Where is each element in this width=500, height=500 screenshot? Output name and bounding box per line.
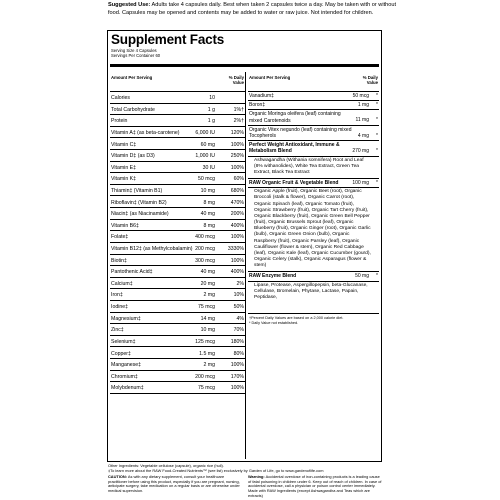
right-header-amount: Amount Per Serving bbox=[249, 75, 291, 80]
nutrient-name: Magnesium‡ bbox=[111, 315, 141, 322]
nutrient-amount: 2 mg bbox=[203, 362, 215, 369]
servings-per-container: Servings Per Container 60 bbox=[111, 53, 161, 59]
nutrient-dv: 180% bbox=[230, 338, 244, 345]
nutrient-dv: 170% bbox=[230, 373, 244, 380]
row-fruit-veg-blend bbox=[248, 179, 379, 188]
nutrient-amount: 60 mg bbox=[200, 141, 215, 148]
right-column bbox=[248, 72, 379, 459]
caution-block bbox=[108, 475, 243, 494]
nutrient-rows bbox=[110, 92, 245, 394]
nutrient-dv: 400% bbox=[230, 269, 244, 276]
nutrient-row bbox=[110, 359, 245, 371]
warning-block bbox=[248, 475, 383, 499]
nutrient-dv: 4% bbox=[236, 315, 244, 322]
nutrient-row bbox=[110, 382, 245, 394]
nutrient-dv: 100% bbox=[230, 164, 244, 171]
blend-amount: 50 mg bbox=[355, 273, 369, 280]
nutrient-dv: 10% bbox=[233, 292, 244, 299]
nutrient-name: Protein bbox=[111, 118, 128, 125]
nutrient-amount: 1 g bbox=[207, 118, 215, 125]
nutrient-dv: 2% bbox=[236, 280, 244, 287]
right-header-dv: % Daily Value bbox=[362, 75, 378, 86]
nutrient-row bbox=[110, 208, 245, 220]
nutrient-dv: 100% bbox=[230, 257, 244, 264]
nutrient-row bbox=[110, 278, 245, 290]
nutrient-row bbox=[110, 150, 245, 162]
left-header-dv: % Daily Value bbox=[228, 75, 244, 86]
nutrient-amount: 400 mcg bbox=[195, 234, 215, 241]
blend-name: Perfect Weight Antioxidant, Immune & Metabolism Blend bbox=[249, 142, 340, 155]
nutrient-name: Calories bbox=[111, 95, 131, 102]
suggested-use-text: Adults take 4 capsules daily. Best when taken 2 capsules twice a day. May be taken with or without food. Capsules may be opened and contents may be added to water or raw juice. Not intended for children. bbox=[108, 2, 397, 16]
nutrient-dv: * bbox=[376, 92, 378, 99]
nutrient-row bbox=[110, 371, 245, 383]
nutrient-name: Chromium‡ bbox=[111, 373, 138, 380]
nutrient-amount: 200 mcg bbox=[195, 246, 215, 253]
nutrient-row bbox=[110, 243, 245, 255]
nutrient-amount: 50 mcg bbox=[197, 176, 215, 183]
nutrient-amount: 1 g bbox=[207, 106, 215, 113]
nutrient-row bbox=[110, 162, 245, 174]
nutrient-amount: 11 mg bbox=[355, 117, 369, 124]
nutrient-name: Vitamin D‡ (as D3) bbox=[111, 153, 155, 160]
nutrient-name: Vitamin K‡ bbox=[111, 176, 136, 183]
nutrient-amount: 300 mcg bbox=[195, 257, 215, 264]
nutrient-row bbox=[110, 196, 245, 208]
nutrient-row bbox=[110, 255, 245, 267]
nutrient-name: Total Carbohydrate bbox=[111, 106, 155, 113]
nutrient-dv: 250% bbox=[230, 153, 244, 160]
nutrient-name: Vanadium‡ bbox=[249, 93, 274, 99]
nutrient-amount: 6,000 IU bbox=[195, 129, 215, 136]
nutrient-name: Niacin‡ (as Niacinamide) bbox=[111, 211, 169, 218]
caution-label: CAUTION: bbox=[108, 474, 128, 479]
serving-size: Serving Size 4 Capsules bbox=[111, 48, 157, 53]
nutrient-row bbox=[110, 138, 245, 150]
nutrient-amount: 8 mg bbox=[203, 199, 215, 206]
nutrient-amount: 14 mg bbox=[200, 315, 215, 322]
left-column bbox=[110, 72, 246, 459]
nutrient-name: Selenium‡ bbox=[111, 338, 136, 345]
nutrient-name: Riboflavin‡ (Vitamin B2) bbox=[111, 199, 167, 206]
nutrient-dv: * bbox=[376, 101, 378, 108]
nutrient-amount: 200 mcg bbox=[195, 373, 215, 380]
nutrient-amount: 8 mg bbox=[203, 222, 215, 229]
nutrient-name: Boron‡ bbox=[249, 102, 266, 109]
panel-title: Supplement Facts bbox=[111, 32, 225, 47]
nutrient-name: Vitamin B6‡ bbox=[111, 222, 139, 229]
nutrient-name: Molybdenum‡ bbox=[111, 385, 144, 392]
nutrient-name: Folate‡ bbox=[111, 234, 129, 241]
other-ingredients-block bbox=[108, 464, 408, 473]
nutrient-row bbox=[110, 313, 245, 325]
nutrient-amount: 10 mg bbox=[200, 327, 215, 334]
nutrient-row bbox=[110, 185, 245, 197]
left-header-amount: Amount Per Serving bbox=[111, 75, 153, 80]
nutrient-name: Vitamin C‡ bbox=[111, 141, 137, 148]
other-ingredients: Other Ingredients: Vegetable cellulose (capsule), organic rice (hull). bbox=[108, 463, 224, 468]
footnote-not-established: * Daily Value not established. bbox=[249, 320, 299, 325]
nutrient-amount: 50 mcg bbox=[352, 92, 369, 99]
nutrient-name: Organic Vitex negundo (leaf) containing mixed Tocopherols bbox=[249, 126, 352, 140]
nutrient-amount: 4 mg bbox=[357, 132, 369, 139]
caution-text: As with any dietary supplement, consult your healthcare practitioner before using this product, especially if you are pregnant, nursing, anticipate surgery, take medication on a regular basis or are otherwise under medical supervision. bbox=[108, 474, 240, 494]
nutrient-amount: 125 mcg bbox=[195, 338, 215, 345]
nutrient-row bbox=[110, 115, 245, 127]
nutrient-row bbox=[110, 127, 245, 139]
nutrient-name: Pantothenic Acid‡ bbox=[111, 269, 153, 276]
nutrient-dv: 200% bbox=[230, 211, 244, 218]
nutrient-dv: * bbox=[376, 132, 378, 139]
panel-footnotes bbox=[248, 313, 379, 328]
nutrient-dv: 60% bbox=[233, 176, 244, 183]
footnote-daily-values: †Percent Daily Values are based on a 2,000 calorie diet. bbox=[249, 316, 344, 320]
supplement-facts-panel bbox=[107, 30, 382, 462]
nutrient-dv: 100% bbox=[230, 141, 244, 148]
blend-name: RAW Enzyme Blend bbox=[249, 273, 297, 280]
row-vanadium bbox=[248, 92, 379, 101]
nutrient-dv: 100% bbox=[230, 385, 244, 392]
nutrient-dv: 120% bbox=[230, 129, 244, 136]
left-column-header bbox=[110, 72, 245, 92]
row-enzyme-blend bbox=[248, 272, 379, 281]
row-tocopherols bbox=[248, 126, 379, 141]
nutrient-amount: 1.5 mg bbox=[199, 350, 215, 357]
heavy-divider bbox=[110, 64, 379, 67]
blend-dv: * bbox=[376, 148, 378, 155]
made-with-note: Made with RAW Ingredients (except Ashwagandha and Teas which are extracts) bbox=[248, 488, 370, 498]
nutrient-row bbox=[110, 231, 245, 243]
nutrient-row bbox=[110, 324, 245, 336]
right-column-header bbox=[248, 72, 379, 92]
nutrient-row bbox=[110, 104, 245, 116]
nutrient-row bbox=[110, 266, 245, 278]
suggested-use bbox=[108, 2, 408, 17]
nutrient-name: Thiamin‡ (Vitamin B1) bbox=[111, 187, 163, 194]
serving-info bbox=[111, 48, 160, 59]
nutrient-dv: 80% bbox=[233, 350, 244, 357]
nutrient-dv: 400% bbox=[230, 222, 244, 229]
row-weight-blend bbox=[248, 141, 379, 156]
weight-blend-ingredients: Ashwagandha (Withania somnifera) Root and Leaf (8% withanolides), White Tea Extract, Green Tea Extract, Black Tea Extract bbox=[248, 157, 379, 179]
nutrient-dv: * bbox=[376, 117, 378, 124]
nutrient-name: Vitamin E‡ bbox=[111, 164, 136, 171]
nutrient-amount: 2 mg bbox=[203, 292, 215, 299]
nutrient-name: Vitamin A‡ (as beta-carotene) bbox=[111, 129, 180, 136]
nutrient-name: Zinc‡ bbox=[111, 327, 124, 334]
nutrient-amount: 10 mg bbox=[200, 187, 215, 194]
warning-text: Accidental overdose of iron-containing products is a leading cause of fatal poisoning in children under 6. Keep out of reach of children. In case of accidental overdose, call a physician or poison control center immediately. bbox=[248, 474, 382, 489]
nutrient-name: Copper‡ bbox=[111, 350, 131, 357]
nutrient-amount: 30 IU bbox=[202, 164, 215, 171]
nutrient-name: Vitamin B12‡ (as Methylcobalamin) bbox=[111, 246, 193, 253]
nutrient-name: Manganese‡ bbox=[111, 362, 141, 369]
nutrient-dv: 100% bbox=[230, 234, 244, 241]
nutrient-name: Calcium‡ bbox=[111, 280, 133, 287]
raw-note: ‡To learn more about the RAW Food-Created Nutrients™ (see list) exclusively by Garden of Life, go to www.gardenoflife.com bbox=[108, 467, 324, 473]
blend-name: RAW Organic Fruit & Vegetable Blend bbox=[249, 180, 339, 187]
nutrient-row bbox=[110, 336, 245, 348]
nutrient-name: Iodine‡ bbox=[111, 304, 129, 311]
nutrient-dv: 3330% bbox=[227, 246, 244, 253]
nutrient-name: Biotin‡ bbox=[111, 257, 127, 264]
nutrient-amount: 1 mg bbox=[357, 101, 369, 108]
row-boron bbox=[248, 101, 379, 110]
nutrient-row bbox=[110, 220, 245, 232]
nutrient-row bbox=[110, 289, 245, 301]
nutrient-name: Organic Moringa oleifera (leaf) containing mixed Carotenoids bbox=[249, 111, 341, 124]
nutrient-amount: 20 mg bbox=[200, 280, 215, 287]
nutrient-amount: 75 mcg bbox=[197, 385, 215, 392]
nutrient-dv: 100% bbox=[230, 362, 244, 369]
blend-dv: * bbox=[376, 179, 378, 186]
nutrient-row bbox=[110, 347, 245, 359]
nutrient-dv: 2%† bbox=[233, 118, 244, 125]
nutrient-dv: 680% bbox=[230, 187, 244, 194]
nutrient-amount: 10 bbox=[209, 95, 215, 102]
nutrient-name: Iron‡ bbox=[111, 292, 123, 299]
nutrient-dv: 470% bbox=[230, 199, 244, 206]
nutrient-dv: 70% bbox=[233, 327, 244, 334]
nutrient-row bbox=[110, 173, 245, 185]
row-carotenoids bbox=[248, 110, 379, 125]
blend-dv: * bbox=[376, 273, 378, 280]
suggested-use-label: Suggested Use: bbox=[108, 2, 151, 8]
nutrient-row bbox=[110, 92, 245, 104]
nutrient-amount: 40 mg bbox=[200, 211, 215, 218]
nutrient-dv: 50% bbox=[233, 304, 244, 311]
nutrient-amount: 75 mcg bbox=[197, 304, 215, 311]
nutrient-dv: 1%† bbox=[233, 106, 244, 113]
fruit-veg-ingredients: Organic Apple (fruit), Organic Beet (root), Organic Broccoli (stalk & flower), Organic Carrot (root), Organic Spinach (leaf), Organic Tomato (fruit), Organic Strawberry (fruit), Organic Tart Cherry (fruit), Organic Blackberry (fruit), Organic Green Bell Pepper (fruit), Organic Brussels Sprout (leaf), Organic Blueberry (fruit), Organic Ginger (root), Organic Garlic (bulb), Organic Green Onion (bulb), Organic Raspberry (fruit), Organic Parsley (leaf), Organic Cauliflower (flower & stem), Organic Red Cabbage (leaf), Organic Kale (leaf), Organic Cucumber (gourd), Organic Celery (stalk), Organic Asparagus (flower & stem) bbox=[248, 188, 379, 272]
nutrient-amount: 1,000 IU bbox=[195, 153, 215, 160]
blend-amount: 100 mg bbox=[352, 179, 369, 186]
warning-label: Warning: bbox=[248, 474, 265, 479]
nutrient-row bbox=[110, 301, 245, 313]
enzyme-ingredients: Lipase, Protease, Aspergillopepsin, beta-Glucanase, Cellulase, Bromelain, Phytase, Lactase, Papain, Peptidase, bbox=[254, 282, 368, 300]
nutrient-amount: 40 mg bbox=[200, 269, 215, 276]
blend-amount: 270 mg bbox=[352, 148, 369, 155]
